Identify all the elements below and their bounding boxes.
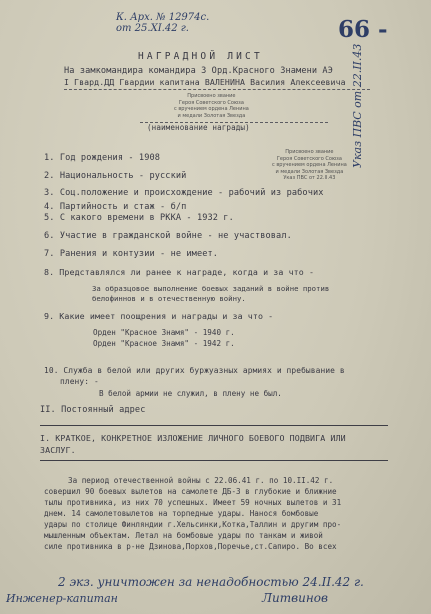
body-line-5: удары по столице Финляндии г.Хельсинки,Котка,Таллин и другим про- — [44, 520, 342, 529]
section-heading-line-1: I. КРАТКОЕ, КОНКРЕТНОЕ ИЗЛОЖЕНИЕ ЛИЧНОГО БОЕВОГО ПОДВИГА ИЛИ — [40, 433, 346, 443]
item-award-1940: Орден "Красное Знамя" - 1940 г. — [93, 328, 235, 337]
officer-rank: Инженер-капитан — [6, 592, 118, 605]
corner-mark: 66 - — [338, 16, 388, 43]
item-social-origin: 3. Соц.положение и происхождение - рабочий из рабочих — [44, 188, 324, 198]
body-line-7: силе противника в р-не Дзинова,Порхов,Поречье,ст.Сапиро. Во всех — [44, 542, 337, 551]
item-white-army-captivity: плену: - — [60, 377, 99, 386]
item-nationality: 2. Национальность - русский — [44, 171, 187, 181]
item-army-service: 5. С какого времени в РККА - 1932 г. — [44, 213, 234, 223]
award-stamp-right: Присвоено звание Героя Советского Союза с вручением ордена Ленина и медали Золотая Звезда Указ ПВС от 22.II.43 — [272, 149, 347, 182]
nominee-line-2: I Гвард.ДД Гвардии капитана ВАЛЕНИНА Василия Алексеевича — [64, 77, 346, 87]
body-line-1: За период отечественной войны с 22.06.41 г. по 10.II.42 г. — [68, 476, 334, 485]
item-prior-nomination-line-1: За образцовое выполнение боевых заданий в войне против — [92, 284, 330, 293]
section-heading-line-2: ЗАСЛУГ. — [40, 445, 76, 455]
body-line-6: мышленным объектам. Летал на бомбовые удары по танкам и живой — [44, 531, 323, 540]
item-wounds: 7. Ранения и контузии - не имеет. — [44, 249, 219, 259]
archive-annotation: К. Арх. № 12974с. от 25.XI.42 г. — [116, 12, 210, 34]
destruction-note: 2 экз. уничтожен за ненадобностью 24.II.42 г. — [58, 575, 364, 589]
item-party: 4. Партийность и стаж - б/п — [44, 202, 187, 212]
page-title: НАГРАДНОЙ ЛИСТ — [138, 51, 263, 62]
nominee-line-1: На замкомандира командира 3 Орд.Красного Знамени АЭ — [64, 66, 333, 76]
item-prior-nomination: 8. Представлялся ли ранее к награде, когда и за что - — [44, 267, 315, 277]
item-award-1942: Орден "Красное Знамя" - 1942 г. — [93, 339, 235, 348]
item-prior-nomination-line-2: белофиннов и в отечественную войну. — [92, 294, 246, 303]
nominee-underline — [64, 89, 370, 90]
item-civil-war: 6. Участие в гражданской войне - не участвовал. — [44, 231, 292, 241]
decree-side-note: Указ ПВС от 22.II.43 — [351, 43, 364, 168]
item-white-army: 10. Служба в белой или других буржуазных армиях и пребывание в — [44, 366, 345, 375]
body-line-2: совершил 90 боевых вылетов на самолете ДБ-3 в глубокие и ближние — [44, 487, 337, 496]
body-line-4: днем. 14 самолетовылетов на торпедные удары. Нанося бомбовые — [44, 509, 319, 518]
award-caption: (наименование награды) — [147, 123, 250, 132]
body-line-3: тылы противника, из них 70 успешных. Имеет 59 ночных вылетов и 31 — [44, 498, 342, 507]
item-birth-year: 1. Год рождения - 1908 — [44, 153, 161, 163]
award-stamp-left: Присвоено звание Героя Советского Союза с вручением ордена Ленина и медали Золотая Звезда — [174, 93, 249, 119]
officer-signature: Литвинов — [262, 591, 328, 605]
section-bottom-rule — [40, 460, 388, 461]
section-top-rule — [40, 425, 388, 426]
item-white-army-answer: В белой армии не служил, в плену не был. — [99, 389, 282, 398]
item-address: II. Постоянный адрес — [40, 405, 146, 415]
item-awards: 9. Какие имеет поощрения и награды и за что - — [44, 311, 274, 321]
